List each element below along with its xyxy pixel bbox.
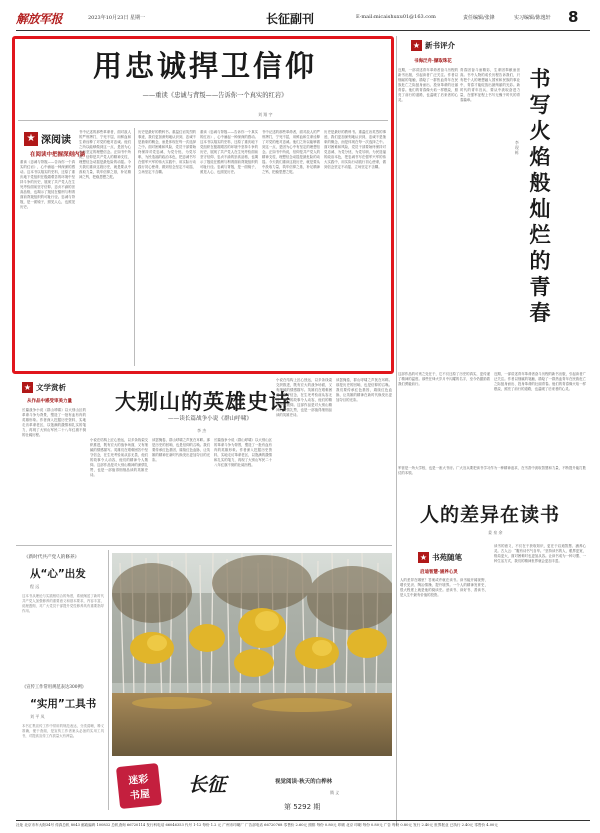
literature-label-text: 文学赏析 [36, 383, 66, 392]
stamp-text-2: 书屋 [129, 788, 151, 802]
newspaper-logo: 解放军报 [16, 12, 63, 26]
essay-text-col-2: 读书的意义，不仅在于获取知识，更在于启迪智慧、涵养心灵。古人云：“腹有诗书气自华。”坚持读书的人，眼界更宽，格局更大，面对困难时也更加从容。让读书成为一种习惯、一种生活方式，我们的精神世界就会更加丰盈。 [494, 544, 586, 563]
lead-text-col-5: 书中记述的那些革命者，面对敌人的严刑拷打，宁死不屈，用鲜血和生命诠释了对党的绝对忠诚。他们之所以能够做到这一点，是因为心中有坚定的理想信念。正如书中所说，信仰是共产党人的精神支柱，理想信念动摇是最危险的动摇。今天我们重读这段历史，就是要从中汲取力量，筑牢信仰之基，补足精神之钙，把稳思想之舵。 [262, 130, 320, 174]
essay-author: 姜 泉 余 [488, 530, 503, 535]
small-item-2-author: 刘 平 凤 [30, 714, 45, 719]
essay-title: 人的差异在读书 [420, 504, 561, 526]
issue-number: 第 5292 期 [284, 803, 321, 811]
small-item-2-quote: 《宣传工作常用规范表达300例》 [22, 685, 87, 690]
photo-left-rule [108, 550, 109, 810]
small-item-2-title: “实用”工具书 [30, 698, 97, 710]
birch-forest-photo [112, 553, 392, 756]
star-icon: ★ [419, 553, 428, 562]
review-text-lower-2: 近期，一部讲述青年革命者奋斗历程的新书出版，引起读者广泛关注。作者以细腻的笔触，描绘了一群热血青年在民族危亡之际挺身而出、投身革命的壮丽青春。他们的青春像火焰一样燃烧，照亮了前行的道路，也温暖了后来者的心灵。 [494, 372, 586, 391]
lead-divider [18, 120, 388, 121]
intern-editor: 实习编辑/陈逸轩 [514, 15, 551, 21]
email-line [356, 14, 436, 20]
essay-column-subhead: 启迪智慧·涵养心灵 [420, 570, 458, 575]
review-text-col-2: 青春因奋斗而精彩，生命因奉献而崇高。书中人物的成长历程告诉我们，只有把个人的理想融入国家和民族的事业中，青春才能绽放出最绚丽的光彩。新时代的青年官兵，要从中汲取奋进力量，在强军征程上书写无愧于时代的青春篇章。 [460, 68, 520, 102]
photo-caption-label: 视觉阅读·秋天的白桦林 [275, 779, 333, 785]
review-text-lower-1: 这部作品的可贵之处在于，它不仅还原了历史的真实，更传递了精神的温度。那些在烽火岁月中闪耀的名字，至今仍激励着我们勇毅前行。 [398, 372, 490, 386]
email-address[interactable]: micaishuxu01@163.com [374, 14, 436, 20]
literature-column-subhead: 从作品中感受审美力量 [27, 399, 72, 404]
small-item-1-author: 程 远 [30, 584, 40, 589]
star-icon: ★ [24, 132, 38, 146]
book-review-column-label [411, 40, 455, 51]
footer-info: 社址 北京市车大街34号 传真总机 8043 邮政编码 100832 总机查询 66720114 发行科电话 66046353 代号 1-12 每份 1.2 元 广州市印刷厂 广告部电话 66720768 零售价 2.60元 照排 每份 0.80元 印刷 北京 印刷 每份 0.80元 广告 每份 0.80元 发行 2.40元 世界报业 已执行 2.40元 零售价 4.00元 [16, 823, 498, 827]
essay-text-col-1: 人的差异在哪里？答案或许就在读书。读书能开阔视野、增长见识、陶冶情操、提升境界。一个人的精神发育史，很大程度上就是他的阅读史。爱读书、读好书、善读书，是人生中最有价值的投资。 [400, 578, 488, 597]
right-column-rule [396, 36, 397, 826]
lit-text-col-3: 读罢掩卷，群山呼啸之声犹在耳畔。那是历史的回响，也是信仰的召唤。我们要传承红色基因，赓续红色血脉，让英雄的精神在新时代焕发出更加夺目的光彩。 [152, 438, 210, 462]
email-label: E-mail: [356, 14, 375, 20]
lit-text-col-6: 读罢掩卷，群山呼啸之声犹在耳畔。那是历史的回响，也是信仰的召唤。我们要传承红色基因，赓续红色血脉，让英雄的精神在新时代焕发出更加夺目的光彩。 [336, 378, 392, 402]
stamp-text-1: 迷彩 [127, 774, 149, 788]
header-date: 2023年10月23日 星期一 [88, 15, 146, 21]
photo-caption-author: 隋 义 [330, 790, 340, 795]
dabie-article-title: 大别山的英雄史诗 [115, 389, 291, 414]
book-review-column-subhead: 书海泛舟·撷取珠花 [414, 59, 452, 64]
small-item-1-text: 这本书从理论与实践相结合的角度，系统阐述了新时代共产党人加强修养的重要意义和基本要求，内容丰富，说理透彻，对广大党员干部提升党性修养具有重要指导作用。 [22, 594, 104, 613]
lead-article-title: 用忠诚捍卫信仰 [92, 49, 317, 83]
page-number: 8 [568, 8, 579, 26]
small-item-1-quote: 《新时代共产党人的修养》 [24, 555, 80, 560]
lead-text-col-1: 重读《忠诚与背叛——告诉你一个真实的红岩》，心中涌起一种深深的感动。这本书以翔实的史料，还原了重庆地下党组织在极端艰苦的环境中坚持斗争的历史，展现了共产党人在生死考验面前坚守信仰、忠贞不渝的崇高品格，也揭示了叛徒在酷刑与利诱面前背叛组织的可耻行径。忠诚与背叛，是一面镜子，照见人心，也照见历史。 [20, 160, 75, 209]
lead-text-col-4: 重读《忠诚与背叛——告诉你一个真实的红岩》，心中涌起一种深深的感动。这本书以翔实的史料，还原了重庆地下党组织在极端艰苦的环境中坚持斗争的历史，展现了共产党人在生死考验面前坚守信仰、忠贞不渝的崇高品格，也揭示了叛徒在酷刑与利诱面前背叛组织的可耻行径。忠诚与背叛，是一面镜子，照见人心，也照见历史。 [200, 130, 258, 174]
changzheng-calligraphy: 长征 [188, 774, 227, 796]
lead-article-author: 刘 翔 宇 [258, 112, 273, 117]
dabie-article-author: 李 杰 [197, 428, 207, 433]
middle-divider [16, 545, 392, 546]
essay-text-top: 军营是一所大学校，也是一座大书房。广大官兵要把读书学习作为一种精神追求，在书香中汲取智慧和力量，不断提升能打胜仗的本领。 [398, 466, 586, 475]
vertical-title: 书写火焰般灿烂的青春 [529, 66, 551, 325]
lead-col-rule-1 [134, 128, 135, 366]
small-item-2-text: 本书汇集宣传工作中常用的规范表达，分类清晰，释义准确，便于查阅，是宣传工作者案头必备的实用工具书，对提高宣传工作质量大有裨益。 [22, 724, 104, 738]
camouflage-bookhouse-stamp [116, 763, 162, 809]
literature-column-label [22, 382, 66, 393]
book-review-label-text: 新书评介 [425, 41, 455, 50]
lit-text-col-1: 长篇战争小说《群山呼啸》以大别山区的革命斗争为背景，塑造了一批有血有肉的英雄形象。作者深入挖掘历史资料，实地走访革命老区，以饱满的激情和扎实的笔力，再现了大别山军民二十八年红旗不倒的壮阔历程。 [22, 408, 86, 437]
lead-article-subtitle: ——重读《忠诚与背叛——告诉你一个真实的红岩》 [142, 92, 288, 99]
lit-text-col-5: 小说在结构上匠心独运，以多条线索交织推进，既有宏大的战争场面，又有细腻的情感描写。英雄们在艰难困苦中坚守信念，在生死考验前从容无畏，他们的故事令人动容，他们的精神令人敬仰。这部作品是对大别山精神的深情礼赞，也是一部值得细细品读的英雄史诗。 [276, 378, 332, 417]
star-icon: ★ [23, 383, 32, 392]
section-title: 长征副刊 [266, 12, 315, 26]
lit-text-col-4: 长篇战争小说《群山呼啸》以大别山区的革命斗争为背景，塑造了一批有血有肉的英雄形象。作者深入挖掘历史资料，实地走访革命老区，以饱满的激情和扎实的笔力，再现了大别山军民二十八年红旗不倒的壮阔历程。 [214, 438, 272, 467]
star-icon: ★ [412, 41, 421, 50]
birch-forest-illustration [112, 553, 392, 756]
lit-text-col-2: 小说在结构上匠心独运，以多条线索交织推进，既有宏大的战争场面，又有细腻的情感描写。英雄们在艰难困苦中坚守信念，在生死考验前从容无畏，他们的故事令人动容，他们的精神令人敬仰。这部作品是对大别山精神的深情礼赞，也是一部值得细细品读的英雄史诗。 [90, 438, 148, 477]
deep-read-column-label [24, 131, 71, 146]
lead-text-col-3: 历史是最好的教科书。重温红岩英烈的事迹，我们更加深刻地认识到，忠诚不是抽象的概念，而是体现在每一次选择之中。面对困难和风险，党员干部要始终保持对党忠诚、为党分忧、为党尽职、为民造福的政治本色，把忠诚书写在强军兴军的伟大实践中，用实际行动践行初心使命，做到信念坚定不动摇、立场坚定不含糊。 [138, 130, 196, 174]
deep-read-label-text: 深阅读 [41, 135, 71, 146]
lead-text-col-2: 书中记述的那些革命者，面对敌人的严刑拷打，宁死不屈，用鲜血和生命诠释了对党的绝对忠诚。他们之所以能够做到这一点，是因为心中有坚定的理想信念。正如书中所说，信仰是共产党人的精神支柱，理想信念动摇是最危险的动摇。今天我们重读这段历史，就是要从中汲取力量，筑牢信仰之基，补足精神之钙，把稳思想之舵。 [79, 130, 131, 179]
responsible-editor: 责任编辑/张锋 [463, 15, 495, 21]
header-rule [16, 30, 590, 31]
page-header [16, 8, 590, 30]
vertical-title-author: 李 现 栋 [515, 140, 519, 155]
dabie-article-subtitle: ——读长篇战争小说《群山呼啸》 [168, 416, 252, 422]
review-text-col-1: 近期，一部讲述青年革命者奋斗历程的新书出版，引起读者广泛关注。作者以细腻的笔触，描绘了一群热血青年在民族危亡之际挺身而出、投身革命的壮丽青春。他们的青春像火焰一样燃烧，照亮了前行的道路，也温暖了后来者的心灵。 [398, 68, 458, 102]
deep-read-column-subhead: 在阅读中把握深刻内涵 [30, 152, 86, 158]
lead-text-col-6: 历史是最好的教科书。重温红岩英烈的事迹，我们更加深刻地认识到，忠诚不是抽象的概念，而是体现在每一次选择之中。面对困难和风险，党员干部要始终保持对党忠诚、为党分忧、为党尽职、为民造福的政治本色，把忠诚书写在强军兴军的伟大实践中，用实际行动践行初心使命，做到信念坚定不动摇、立场坚定不含糊。 [324, 130, 386, 169]
small-item-1-title: 从“心”出发 [30, 568, 86, 580]
footer-rule [16, 820, 590, 821]
essay-column-label [418, 552, 462, 563]
essay-label-text: 书苑随笔 [432, 553, 462, 562]
